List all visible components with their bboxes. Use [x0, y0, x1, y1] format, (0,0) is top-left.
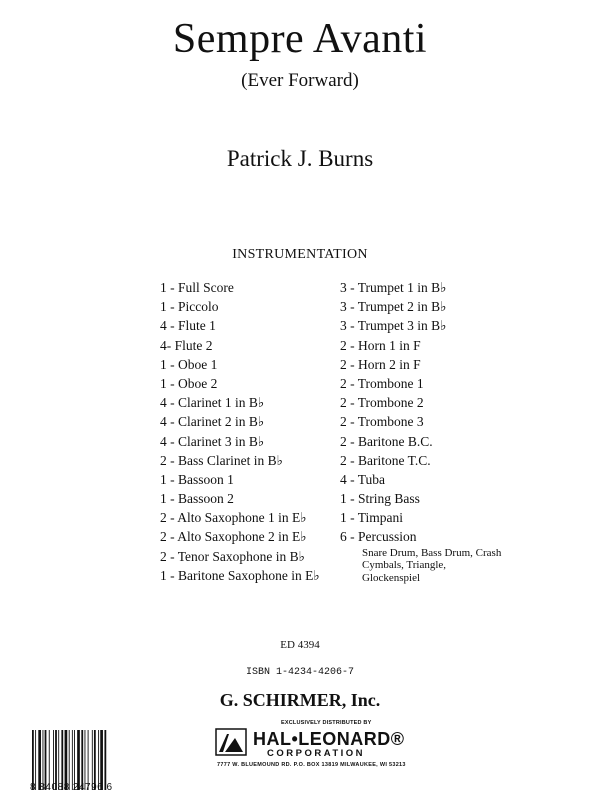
instrumentation-right-column [340, 278, 502, 585]
instrument-entry: 4 - Tuba [340, 471, 386, 487]
instrument-entry: 3 - Trumpet 1 in B♭ [340, 280, 447, 295]
piece-title: Sempre Avanti [172, 16, 428, 62]
instrument-entry: 1 - Full Score [160, 280, 234, 295]
distributor-name: HAL•LEONARD® [253, 729, 405, 749]
instrument-entry: 2 - Alto Saxophone 1 in E♭ [160, 510, 307, 526]
instrument-entry: 1 - Baritone Saxophone in E♭ [160, 567, 320, 583]
distributor-caption: EXCLUSIVELY DISTRIBUTED BY [281, 720, 372, 726]
instrument-entry: 1 - Bassoon 1 [160, 471, 234, 487]
instrument-entry: 4- Flute 2 [160, 337, 213, 353]
instrument-entry: 2 - Trombone 1 [340, 375, 424, 391]
instrument-entry: 3 - Trumpet 2 in B♭ [340, 299, 447, 315]
instrument-entry: 1 - Oboe 2 [160, 375, 218, 391]
instrument-entry: 4 - Clarinet 1 in B♭ [160, 395, 265, 411]
instrument-entry: 2 - Tenor Saxophone in B♭ [160, 548, 306, 564]
instrument-entry: 2 - Bass Clarinet in B♭ [160, 452, 283, 468]
instrument-entry: 1 - String Bass [340, 491, 420, 507]
instrumentation-left-column [160, 278, 320, 585]
instrument-entry: 1 - Bassoon 2 [160, 491, 234, 507]
instrument-entry: 1 - Piccolo [160, 299, 219, 315]
instrument-entry: 6 - Percussion [340, 529, 417, 545]
instrument-entry: 1 - Oboe 1 [160, 356, 218, 372]
distributor-block [205, 718, 455, 778]
percussion-detail: Snare Drum, Bass Drum, Crash Cymbals, Triangle, Glockenspiel [362, 546, 502, 585]
barcode-digits: 8 84088 24796 6 [30, 782, 113, 793]
instrument-entry: 2 - Trombone 3 [340, 414, 424, 430]
instrument-entry: 2 - Trombone 2 [340, 395, 424, 411]
instrument-entry: 4 - Clarinet 3 in B♭ [160, 433, 265, 449]
instrument-entry: 4 - Flute 1 [160, 318, 216, 334]
instrument-entry: 3 - Trumpet 3 in B♭ [340, 318, 447, 334]
instrument-entry: 1 - Timpani [340, 510, 404, 526]
instrument-entry: 2 - Baritone T.C. [340, 452, 431, 468]
instrument-entry: 2 - Baritone B.C. [340, 433, 433, 449]
hal-leonard-logo-icon [215, 728, 247, 756]
composer-name: Patrick J. Burns [226, 146, 374, 171]
instrument-entry: 4 - Clarinet 2 in B♭ [160, 414, 265, 430]
instrument-entry: 2 - Alto Saxophone 2 in E♭ [160, 529, 307, 545]
instrument-entry: 2 - Horn 1 in F [340, 337, 421, 353]
instrument-entry: 2 - Horn 2 in F [340, 356, 421, 372]
barcode-icon [30, 730, 130, 790]
distributor-address: 7777 W. BLUEMOUND RD. P.O. BOX 13819 MILWAUKEE, WI 53213 [217, 762, 406, 768]
instrumentation-heading: INSTRUMENTATION [232, 247, 368, 262]
edition-number: ED 4394 [280, 639, 320, 651]
distributor-corp: CORPORATION [267, 748, 366, 759]
piece-subtitle: (Ever Forward) [241, 70, 359, 91]
publisher-name: G. SCHIRMER, Inc. [219, 690, 381, 710]
isbn-number: ISBN 1-4234-4206-7 [245, 667, 355, 678]
